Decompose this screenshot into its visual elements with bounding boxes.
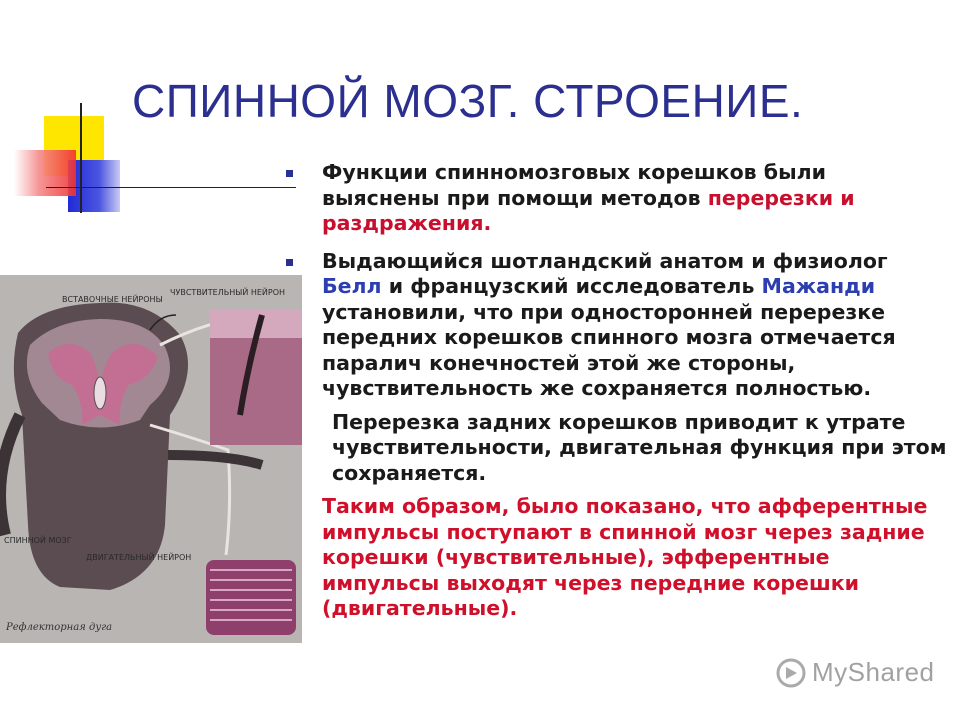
watermark-text: MyShared xyxy=(812,657,935,687)
label-interneurons: ВСТАВОЧНЫЕ НЕЙРОНЫ xyxy=(62,295,163,304)
magendie-name: Мажанди xyxy=(761,274,876,298)
watermark-logo-icon xyxy=(776,658,806,688)
decor-horizontal-line xyxy=(46,187,296,188)
bell-text-b: и французский исследователь xyxy=(381,274,762,298)
muscle-block xyxy=(206,560,296,635)
reflex-arc-illustration xyxy=(0,275,302,643)
methods-highlight: перерезки и раздражения. xyxy=(322,185,855,235)
page-title: СПИННОЙ МОЗГ. СТРОЕНИЕ. xyxy=(132,75,804,127)
central-canal-shape xyxy=(94,377,106,409)
slide-content xyxy=(322,160,950,624)
methods-text: Функции спинномозговых корешков были выяснены при помощи методов xyxy=(322,160,827,210)
bell-text-c: установили, что при односторонней перерезке передних корешков спинного мозга отмечается паралич конечностей этой же стороны, чувствительность же сохраняется полностью. xyxy=(322,299,896,400)
nerve-root-right xyxy=(168,455,262,465)
nerve-root-left xyxy=(0,415,20,535)
bell-name: Белл xyxy=(322,274,382,298)
paragraph-conclusion: Таким образом, было показано, что афферентные импульсы поступают в спинной мозг через задние корешки (чувствительные), эфферентные импульсы выходят через передние корешки (двигательные). xyxy=(322,494,928,620)
bell-text-a: Выдающийся шотландский анатом и физиолог xyxy=(322,248,888,273)
label-spinal-cord: СПИННОЙ МОЗГ xyxy=(4,536,72,545)
reflex-arc-figure xyxy=(0,275,302,643)
watermark xyxy=(776,657,935,688)
paragraph-bell-magendie xyxy=(322,249,950,402)
figure-caption: Рефлекторная дуга xyxy=(6,622,113,633)
label-motor-neuron: ДВИГАТЕЛЬНЫЙ НЕЙРОН xyxy=(86,553,192,562)
paragraph-dorsal-roots: Перерезка задних корешков приводит к утрате чувствительности, двигательная функция при этом сохраняется. xyxy=(332,409,947,485)
decor-vertical-line xyxy=(80,103,82,213)
decor-red-square xyxy=(14,150,76,196)
paragraph-methods xyxy=(322,160,950,237)
label-sensory-neuron: ЧУВСТВИТЕЛЬНЫЙ НЕЙРОН xyxy=(170,288,286,297)
